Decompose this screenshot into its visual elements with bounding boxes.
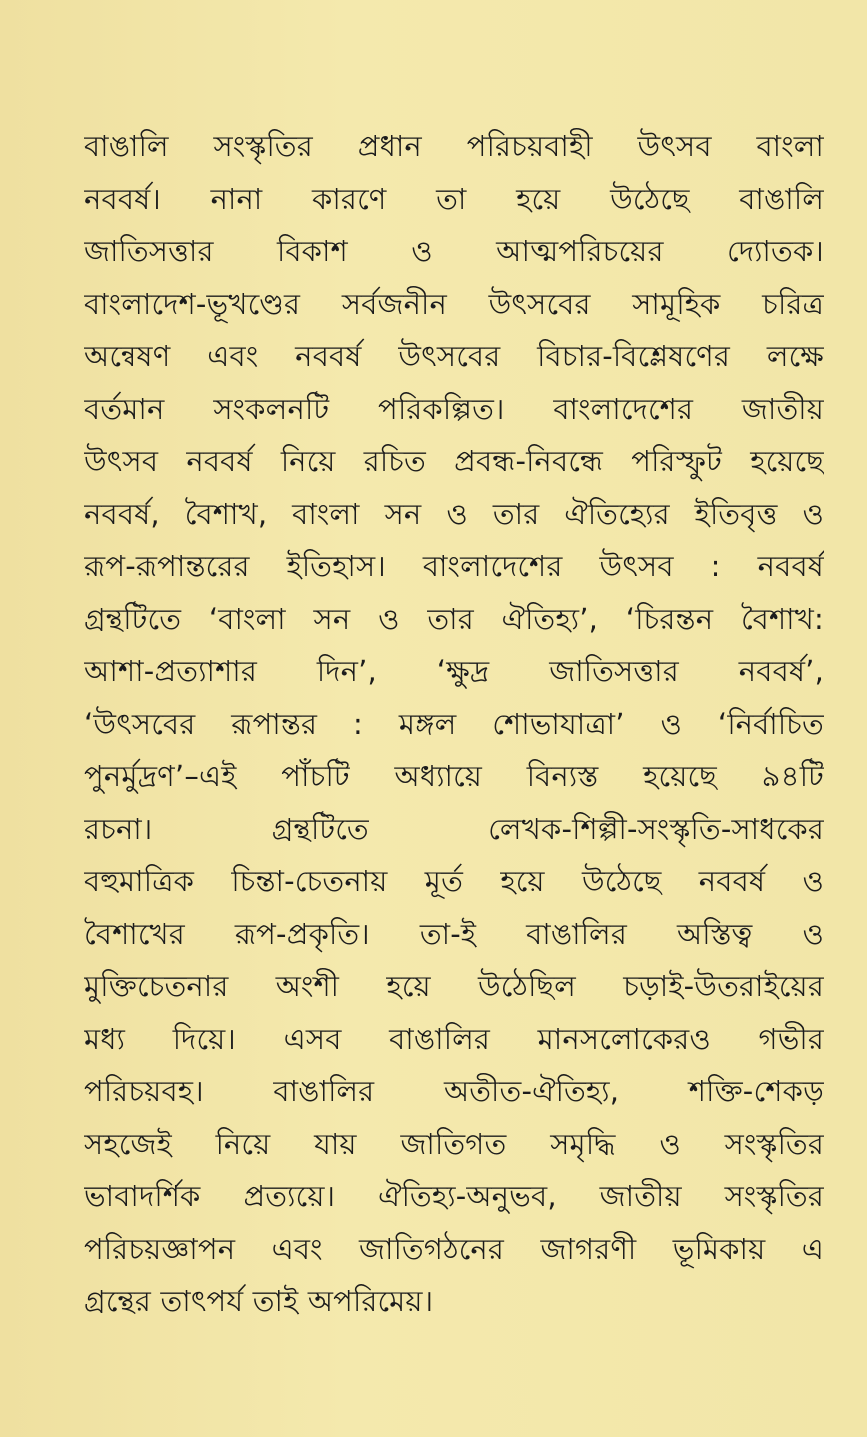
blurb-line-11: আশা-প্রত্যাশার দিন’, ‘ক্ষুদ্র জাতিসত্তার নববর্ষ’,	[84, 654, 824, 688]
blurb-line-14: রচনা। গ্রন্থটিতে লেখক-শিল্পী-সংস্কৃতি-সাধকের	[84, 811, 824, 846]
blurb-line-2: নববর্ষ। নানা কারণে তা হয়ে উঠেছে বাঙালি	[84, 181, 824, 216]
blurb-line-22: পরিচয়জ্ঞাপন এবং জাতিগঠনের জাগরণী ভূমিকায় এ	[84, 1231, 824, 1266]
blurb-line-3: জাতিসত্তার বিকাশ ও আত্মপরিচয়ের দ্যোতক।	[84, 234, 824, 268]
blurb-line-15: বহুমাত্রিক চিন্তা-চেতনায় মূর্ত হয়ে উঠেছে নববর্ষ ও	[84, 864, 824, 898]
blurb-line-9: রূপ-রূপান্তরের ইতিহাস। বাংলাদেশের উৎসব : নববর্ষ	[84, 549, 824, 583]
blurb-line-12: ‘উৎসবের রূপান্তর : মঙ্গল শোভাযাত্রা’ ও ‘নির্বাচিত	[84, 706, 824, 741]
blurb-line-19: পরিচয়বহ। বাঙালির অতীত-ঐতিহ্য, শক্তি-শেকড়	[84, 1074, 824, 1108]
blurb-paragraph	[84, 120, 824, 1328]
blurb-line-8: নববর্ষ, বৈশাখ, বাংলা সন ও তার ঐতিহ্যের ইতিবৃত্ত ও	[84, 496, 824, 531]
blurb-line-13: পুনর্মুদ্রণ’–এই পাঁচটি অধ্যায়ে বিন্যস্ত হয়েছে ৯৪টি	[84, 759, 824, 793]
blurb-line-5: অন্বেষণ এবং নববর্ষ উৎসবের বিচার-বিশ্লেষণের লক্ষে	[84, 339, 824, 373]
blurb-line-6: বর্তমান সংকলনটি পরিকল্পিত। বাংলাদেশের জাতীয়	[84, 391, 824, 426]
blurb-line-1: বাঙালি সংস্কৃতির প্রধান পরিচয়বাহী উৎসব বাংলা	[84, 129, 824, 163]
blurb-line-16: বৈশাখের রূপ-প্রকৃতি। তা-ই বাঙালির অস্তিত্ব ও	[84, 916, 824, 951]
blurb-line-21: ভাবাদর্শিক প্রত্যয়ে। ঐতিহ্য-অনুভব, জাতীয় সংস্কৃতির	[84, 1179, 824, 1213]
blurb-line-4: বাংলাদেশ-ভূখণ্ডের সর্বজনীন উৎসবের সামূহিক চরিত্র	[84, 286, 824, 321]
blurb-line-10: গ্রন্থটিতে ‘বাংলা সন ও তার ঐতিহ্য’, ‘চিরন্তন বৈশাখ:	[84, 601, 824, 636]
blurb-line-7: উৎসব নববর্ষ নিয়ে রচিত প্রবন্ধ-নিবন্ধে পরিস্ফুট হয়েছে	[84, 444, 824, 478]
blurb-line-23: গ্রন্থের তাৎপর্য তাই অপরিমেয়।	[84, 1284, 434, 1318]
blurb-line-17: মুক্তিচেতনার অংশী হয়ে উঠেছিল চড়াই-উতরাইয়ের	[84, 969, 824, 1003]
blurb-line-18: মধ্য দিয়ে। এসব বাঙালির মানসলোকেরও গভীর	[84, 1021, 824, 1056]
blurb-line-20: সহজেই নিয়ে যায় জাতিগত সমৃদ্ধি ও সংস্কৃতির	[84, 1126, 824, 1161]
